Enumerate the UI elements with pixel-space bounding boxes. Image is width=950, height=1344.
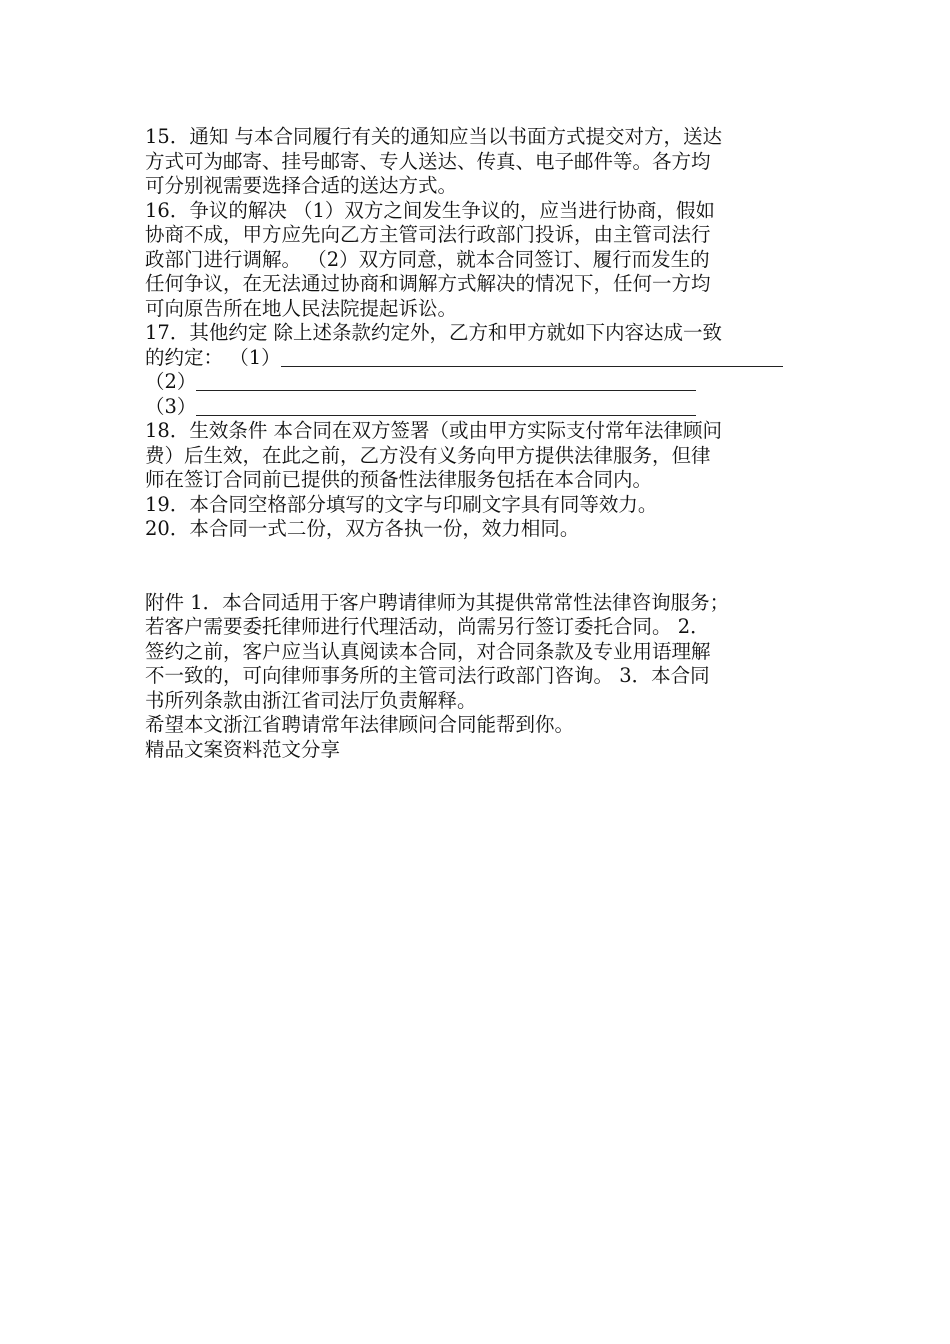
text-line: 协商不成，甲方应先向乙方主管司法行政部门投诉，由主管司法行	[145, 223, 711, 246]
text-line: 15．通知 与本合同履行有关的通知应当以书面方式提交对方，送达	[145, 125, 723, 148]
text-line: 可向原告所在地人民法院提起诉讼。	[145, 296, 458, 320]
item-3-label: （3）	[145, 394, 197, 418]
attachment-notes	[145, 591, 805, 714]
text-line	[145, 370, 805, 395]
fill-in-blank-2	[196, 371, 696, 391]
text-line: 政部门进行调解。 （2）双方同意，就本合同签订、履行而发生的	[145, 247, 710, 271]
text-line	[145, 395, 805, 420]
text-line	[145, 346, 805, 371]
item-1-label: 的约定： （1）	[145, 345, 281, 369]
text-line: 16．争议的解决 （1）双方之间发生争议的，应当进行协商，假如	[145, 198, 715, 222]
section-17-other-agreements	[145, 321, 805, 419]
spacer	[145, 542, 805, 591]
text-line: 若客户需要委托律师进行代理活动，尚需另行签订委托合同。 2．	[145, 615, 710, 638]
text-line: 可分别视需要选择合适的送达方式。	[145, 174, 458, 197]
text-line: 费）后生效，在此之前，乙方没有义务向甲方提供法律服务，但律	[145, 443, 711, 467]
text-line: 附件 1．本合同适用于客户聘请律师为其提供常常性法律咨询服务；	[145, 590, 730, 614]
section-15-notice	[145, 125, 805, 199]
text-line: 师在签订合同前已提供的预备性法律服务包括在本合同内。	[145, 468, 653, 491]
item-2-label: （2）	[145, 370, 197, 393]
section-19-blank-fill-validity: 19．本合同空格部分填写的文字与印刷文字具有同等效力。	[145, 492, 658, 516]
text-line: 17．其他约定 除上述条款约定外，乙方和甲方就如下内容达成一致	[145, 321, 723, 344]
closing-share-text: 精品文案资料范文分享	[145, 737, 341, 761]
closing-hope-text: 希望本文浙江省聘请常年法律顾问合同能帮到你。	[145, 713, 575, 736]
text-line: 不一致的，可向律师事务所的主管司法行政部门咨询。 3．本合同	[145, 664, 710, 687]
text-line: 签约之前，客户应当认真阅读本合同，对合同条款及专业用语理解	[145, 639, 711, 663]
text-line: 任何争议，在无法通过协商和调解方式解决的情况下，任何一方均	[145, 272, 711, 295]
section-16-dispute-resolution	[145, 199, 805, 322]
text-line: 书所列条款由浙江省司法厅负责解释。	[145, 688, 477, 712]
section-18-effective-conditions	[145, 419, 805, 493]
text-line: 18．生效条件 本合同在双方签署（或由甲方实际支付常年法律顾问	[145, 419, 723, 442]
text-line: 方式可为邮寄、挂号邮寄、专人送达、传真、电子邮件等。各方均	[145, 149, 711, 173]
fill-in-blank-3	[196, 396, 696, 416]
document-page	[145, 125, 805, 762]
fill-in-blank-1	[281, 347, 783, 367]
section-20-copies: 20．本合同一式二份，双方各执一份，效力相同。	[145, 517, 580, 540]
